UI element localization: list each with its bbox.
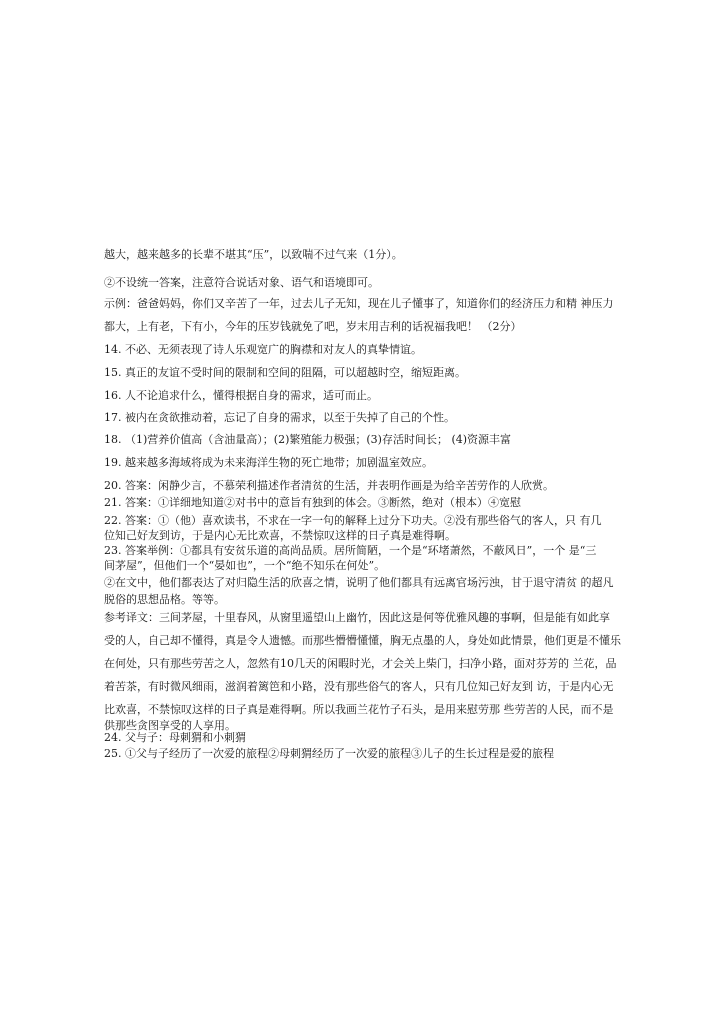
translation-line: 比欢喜，不禁惊叹这样的日子真是难得啊。所以我画兰花竹子石头，是用来慰劳那 些劳苦的人民，而不是 (104, 703, 614, 716)
answer-14: 14. 不必、无须表现了诗人乐观宽广的胸襟和对友人的真挚情谊。 (104, 343, 422, 356)
answer-21: 21. 答案：①详细地知道②对书中的意旨有独到的体会。③断然，绝对（根本）④宽慰 (104, 496, 521, 509)
text-line: ②不设统一答案，注意符合说话对象、语气和语境即可。 (104, 276, 379, 289)
text-line: ②在文中，他们都表达了对归隐生活的欣喜之情，说明了他们都具有远离官场污浊，甘于退守清贫 的超凡 (104, 576, 614, 589)
text-line: 位知己好友到访，于是内心无比欢喜，不禁惊叹这样的日子真是难得啊。 (104, 529, 456, 542)
answer-15: 15. 真正的友谊不受时间的限制和空间的阻隔，可以超越时空，缩短距离。 (104, 366, 466, 379)
answer-17: 17. 被内在贪欲推动着，忘记了自身的需求，以至于失掉了自己的个性。 (104, 411, 455, 424)
translation-line: 着苦茶，有时微风细雨，滋润着篱笆和小路，没有那些俗气的客人，只有几位知己好友到 访，于是内心无 (104, 680, 614, 693)
translation-line: 参考译文：三间茅屋，十里春风，从窗里遥望山上幽竹，因此这是何等优雅风趣的事啊，但是能有如此享 (104, 611, 610, 624)
answer-24: 24. 父与子：母刺猬和小刺猬 (104, 731, 246, 744)
answer-18: 18. （1)营养价值高（含油量高）；(2)繁殖能力极强；(3)存活时间长； (4)资源丰富 (104, 433, 512, 446)
answer-22: 22. 答案：①（他）喜欢读书，不求在一字一句的解释上过分下功夫。②没有那些俗气的客人，只 有几 (104, 514, 602, 527)
text-line: 间茅屋”，但他们一个“晏如也”，一个“绝不知乐在何处”。 (104, 559, 386, 572)
answer-23: 23. 答案举例：①都具有安贫乐道的高尚品质。居所简陋，一个是“环堵萧然，不蔽风日”，一个 是“三 (104, 544, 597, 557)
text-line: 都大，上有老，下有小，今年的压岁钱就免了吧，岁末用吉利的话祝福我吧！ （2分） (104, 320, 522, 333)
answer-20: 20. 答案：闲静少言，不慕荣利描述作者清贫的生活，并表明作画是为给辛苦劳作的人欣赏。 (104, 479, 554, 492)
translation-line: 受的人，自己却不懂得，真是令人遗憾。而那些懵懵懂懂，胸无点墨的人，身处如此情景，他们更是不懂乐 (104, 634, 621, 647)
answer-16: 16. 人不论追求什么，懂得根据自身的需求，适可而止。 (104, 389, 378, 402)
text-line: 脱俗的思想品格。等等。 (104, 593, 225, 606)
translation-line: 在何处，只有那些劳苦之人，忽然有10几天的闲暇时光，才会关上柴门，扫净小路，面对芬芳的 兰花，品 (104, 657, 617, 670)
answer-25: 25. ①父与子经历了一次爱的旅程②母刺猬经历了一次爱的旅程③儿子的生长过程是爱的旅程 (104, 747, 554, 760)
text-line: 示例：爸爸妈妈，你们又辛苦了一年，过去儿子无知，现在儿子懂事了，知道你们的经济压力和精 神压力 (104, 297, 614, 310)
answer-19: 19. 越来越多海域将成为未来海洋生物的死亡地带；加剧温室效应。 (104, 456, 433, 469)
text-line: 越大，越来越多的长辈不堪其“压”，以致喘不过气来（1分）。 (104, 248, 403, 261)
translation-line: 供那些贪图享受的人享用。 (104, 719, 236, 732)
